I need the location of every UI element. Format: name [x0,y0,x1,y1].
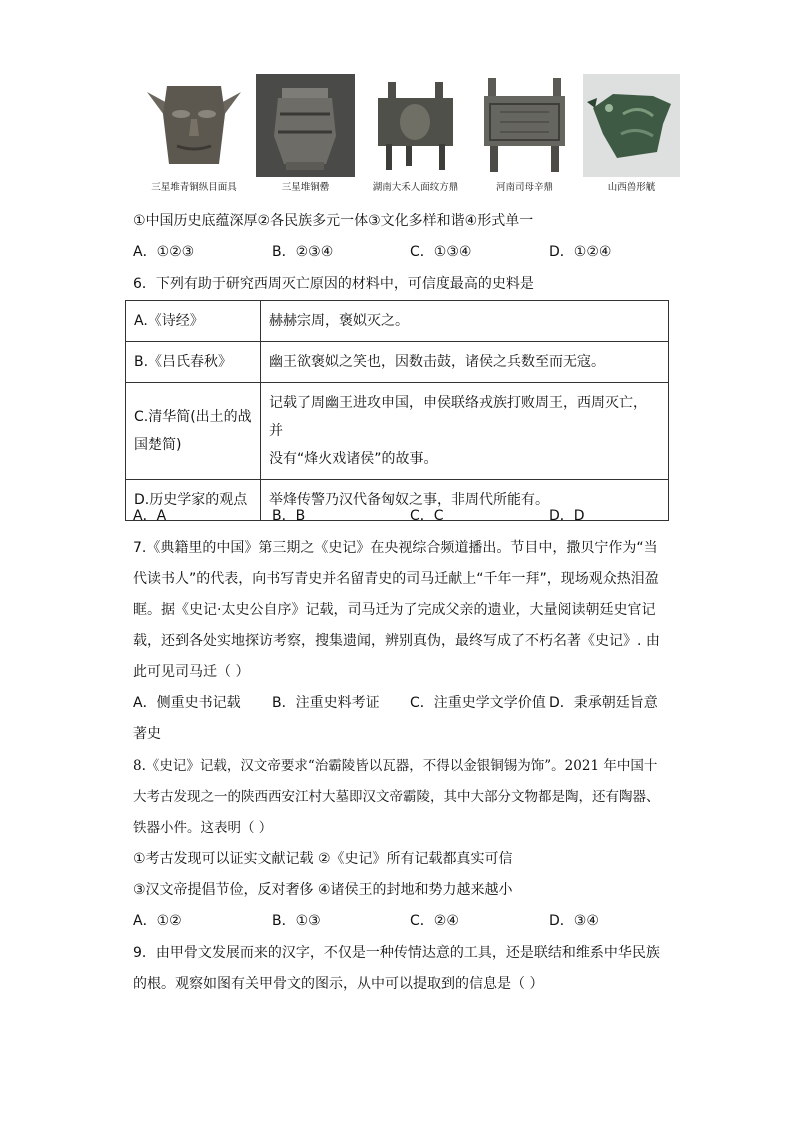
q8-line: 8.《史记》记载，汉文帝要求“治霸陵皆以瓦器，不得以金银铜锡为饰”。2021 年中国十 [133,758,658,774]
q9-line: 9．由甲骨文发展而来的汉字，不仅是一种传情达意的工具，还是联结和维系中华民族 [133,945,660,961]
q7-option-d-wrap: 著史 [133,726,161,742]
animal-gong-image [583,74,680,177]
q8-option-a[interactable]: A．①② [133,913,182,929]
bronze-mask-image [139,74,249,177]
figure-bronze-mask [139,74,249,177]
table-cell-source-line: 国楚简) [134,437,182,453]
figure-bronze-lei [256,74,355,177]
q7-option-c[interactable]: C．注重史学文学价值 [410,695,546,711]
q7-option-a[interactable]: A．侧重史书记载 [133,695,241,711]
table-cell-content: 举烽传警乃汉代备匈奴之事，非周代所能有。 [261,480,669,521]
q5-statements: ①中国历史底蕴深厚②各民族多元一体③文化多样和谐④形式单一 [133,213,534,229]
figure-caption: 湖南大禾人面纹方鼎 [372,182,459,193]
q7-line: 代读书人”的代表，向书写青史并名留青史的司马迁献上“千年一拜”，现场观众热泪盈 [133,571,659,587]
table-row [126,480,669,521]
figure-simuxin-ding [476,74,573,177]
q7-line: 眶。据《史记·太史公自序》记载，司马迁为了完成父亲的遗业，大量阅读朝廷史官记 [133,602,656,618]
q8-option-d[interactable]: D．③④ [549,913,599,929]
human-face-ding-image [362,74,469,177]
q5-option-b[interactable]: B．②③④ [272,244,334,260]
q7-line: 7.《典籍里的中国》第三期之《史记》在央视综合频道播出。节目中，撒贝宁作为“当 [133,540,658,556]
q6-option-d[interactable]: D．D [549,508,585,524]
q7-option-d[interactable]: D．秉承朝廷旨意 [549,695,658,711]
table-cell-content-line: 记载了周幽王进攻申国，申侯联络戎族打败周王，西周灭亡，并 [269,395,647,439]
table-row [126,342,669,383]
table-cell-content: 幽王欲褒姒之笑也，因数击鼓，诸侯之兵数至而无寇。 [261,342,669,383]
table-row [126,383,669,480]
q9-line: 的根。观察如图有关甲骨文的图示，从中可以提取到的信息是（ ） [133,976,544,992]
q6-option-a[interactable]: A．A [133,508,167,524]
q5-option-c[interactable]: C．①③④ [410,244,472,260]
q7-line: 载，还到各处实地探访考察，搜集遗闻，辨别真伪，最终写成了不朽名著《史记》. 由 [133,633,660,649]
q6-stem: 6．下列有助于研究西周灭亡原因的材料中，可信度最高的史料是 [133,276,534,292]
table-cell-source: B.《吕氏春秋》 [126,342,261,383]
table-cell-source: D.历史学家的观点 [126,480,261,521]
figure-human-face-ding [362,74,469,177]
figure-caption: 三星堆青铜纵目面具 [151,182,237,193]
table-cell-content-line: 没有“烽火戏诸侯”的故事。 [269,451,438,467]
bronze-lei-image [256,74,355,177]
q8-option-b[interactable]: B．①③ [272,913,321,929]
q5-option-a[interactable]: A．①②③ [133,244,195,260]
q8-line: 大考古发现之一的陕西西安江村大墓即汉文帝霸陵，其中大部分文物都是陶，还有陶器、 [133,789,660,805]
q8-statements: ①考古发现可以证实文献记载 ②《史记》所有记载都真实可信 [133,851,513,867]
figure-animal-gong [583,74,680,177]
q8-line: 铁器小件。这表明（ ） [133,820,273,836]
figure-caption: 三星堆铜罍 [281,182,330,193]
table-cell-content: 赫赫宗周，褒姒灭之。 [261,301,669,342]
table-cell-content [261,383,669,480]
q8-statements: ③汉文帝提倡节俭，反对奢侈 ④诸侯王的封地和势力越来越小 [133,882,513,898]
table-cell-source [126,383,261,480]
q8-option-c[interactable]: C．②④ [410,913,459,929]
q5-option-d[interactable]: D．①②④ [549,244,612,260]
q7-line: 此可见司马迁（ ） [133,664,250,680]
q6-option-c[interactable]: C．C [410,508,444,524]
table-cell-source-line: C.清华简(出土的战 [134,409,252,425]
figure-caption: 山西兽形觥 [607,182,656,193]
q6-source-table [125,300,669,521]
simuxin-ding-image [476,74,573,177]
q7-option-b[interactable]: B．注重史料考证 [272,695,380,711]
figure-caption: 河南司母辛鼎 [495,182,553,193]
q6-option-b[interactable]: B．B [272,508,306,524]
table-row [126,301,669,342]
table-cell-source: A.《诗经》 [126,301,261,342]
